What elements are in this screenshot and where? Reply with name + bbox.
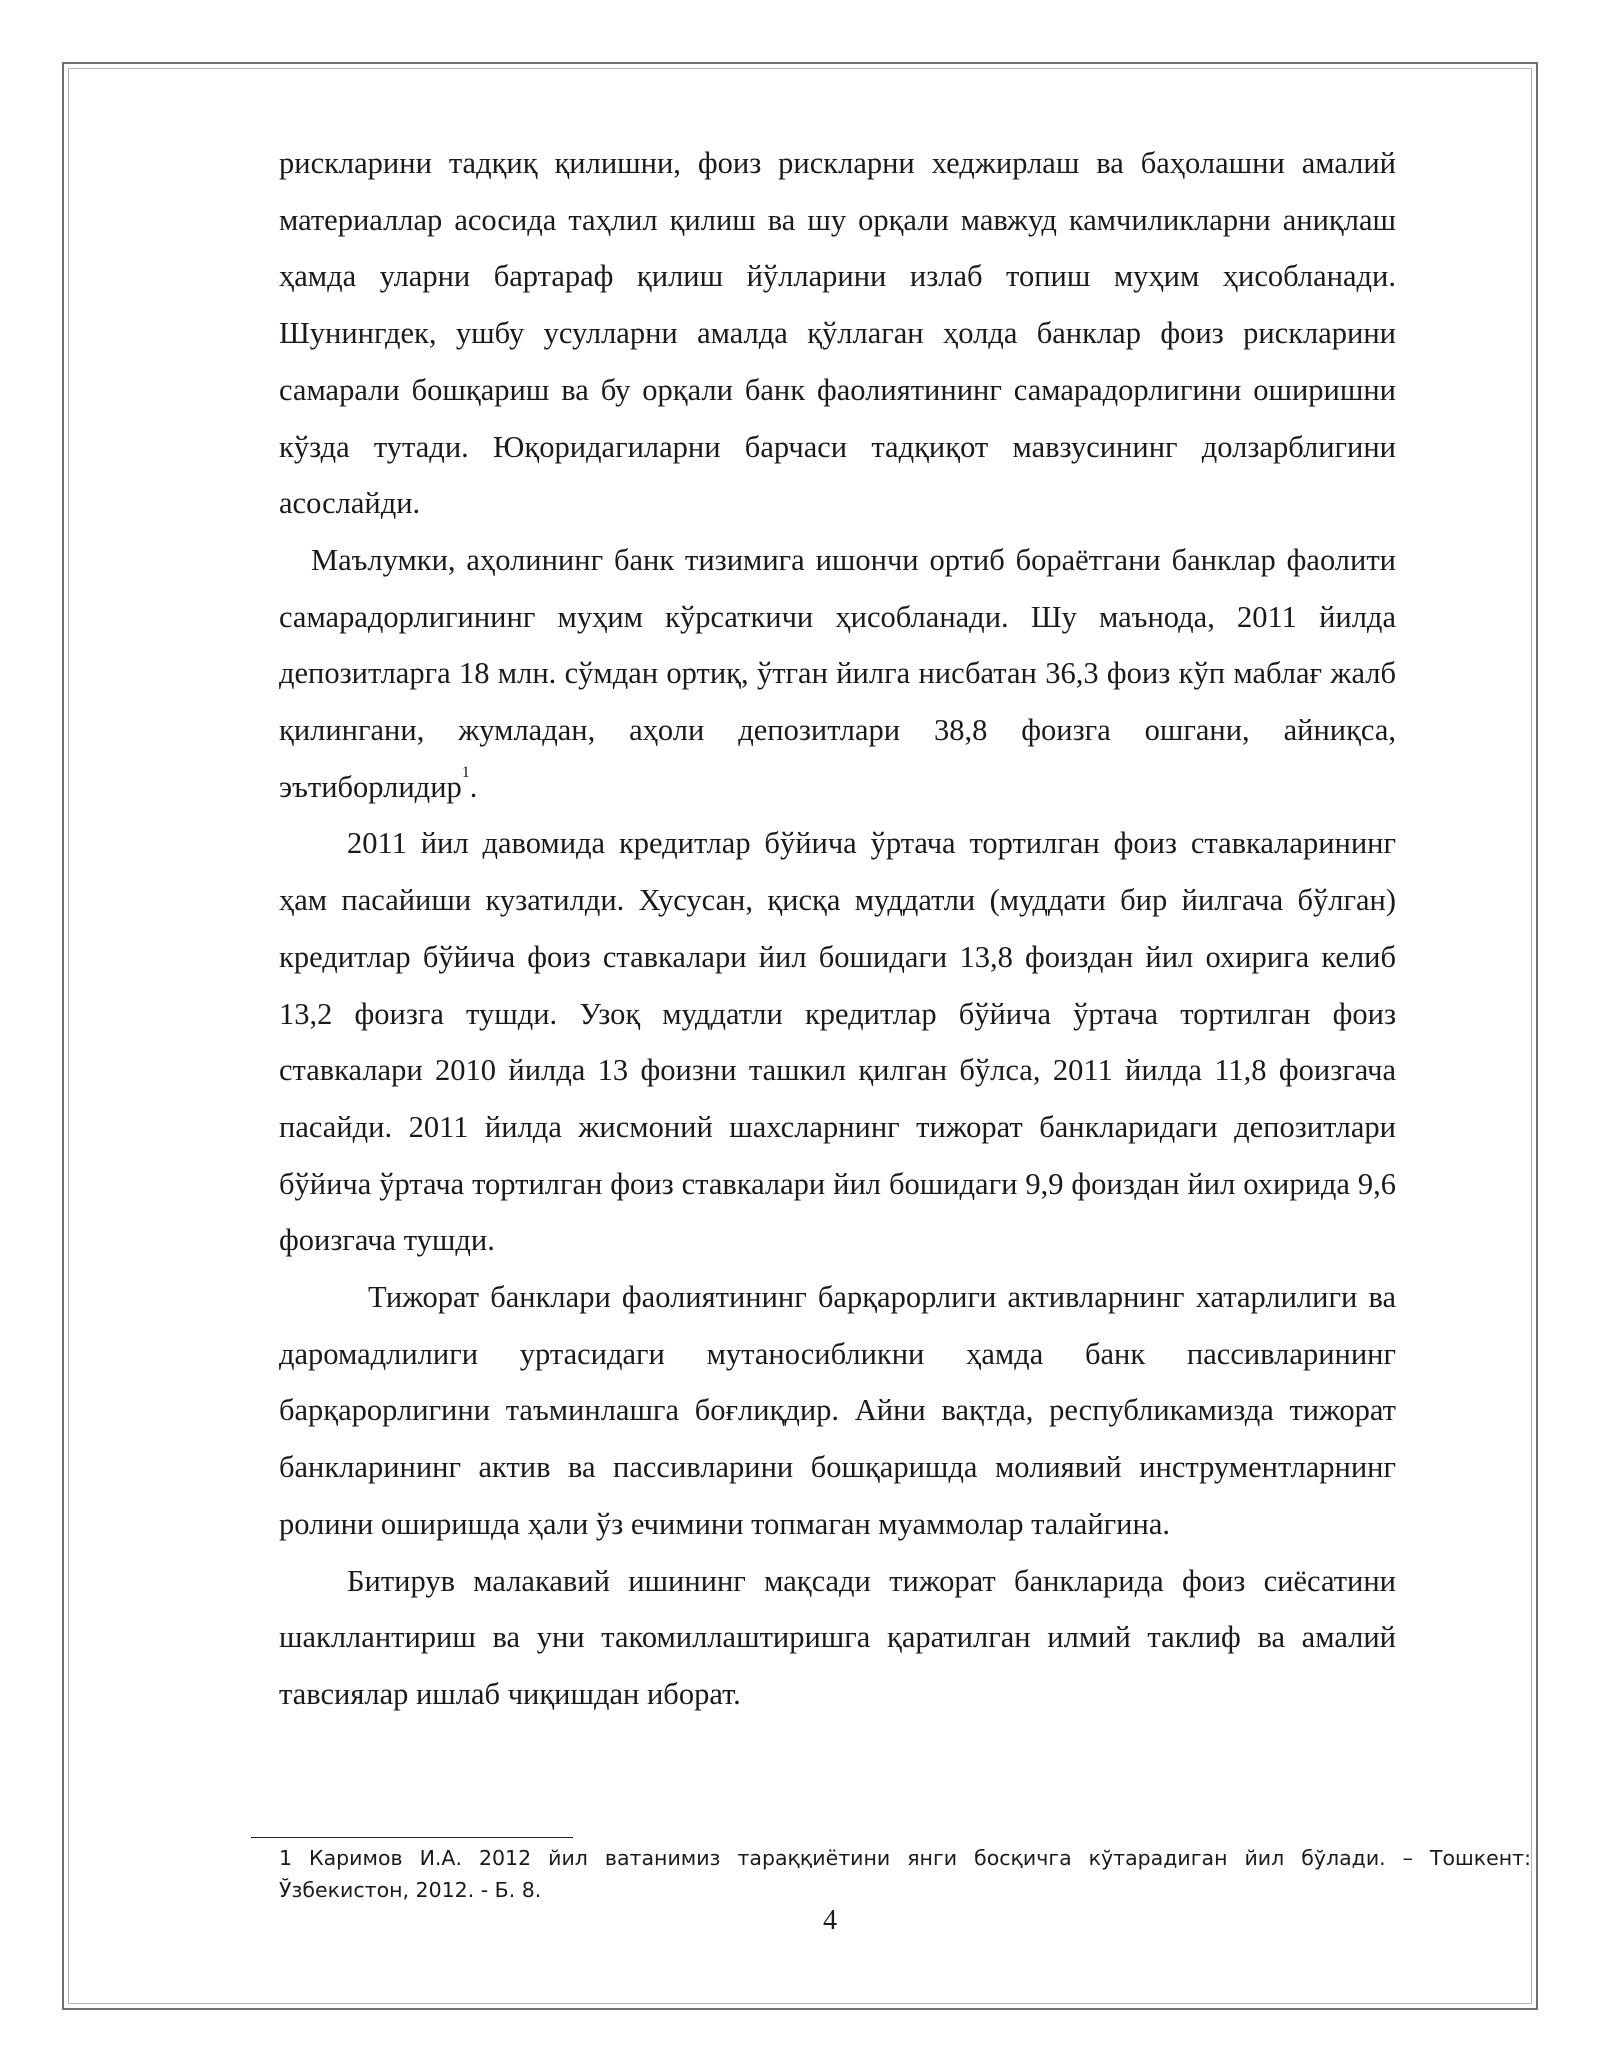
document-body (279, 135, 1396, 1723)
footnote: 1 Каримов И.А. 2012 йил ватанимиз тараққиётини янги босқичга кўтарадиган йил бўлади. – Тошкент: Ўзбекистон, 2012. - Б. 8. (279, 1846, 1531, 1902)
paragraph-5: Битирув малакавий ишининг мақсади тижорат банкларида фоиз сиёсатини шакллантириш ва уни такомиллаштиришга қаратилган илмий таклиф ва амалий тавсиялар ишлаб чиқишдан иборат. (279, 1563, 1396, 1711)
paragraph-4: Тижорат банклари фаолиятининг барқарорлиги активларнинг хатарлилиги ва даромадлилиги уртасидаги мутаносибликни ҳамда банк пассивларининг барқарорлигини таъминлашга боғлиқдир. Айни вақтда, республикамизда тижорат банкларининг актив ва пассивларини бошқаришда молиявий инструментларнинг ролини оширишда ҳали ўз ечимини топмаган муаммолар талайгина. (279, 1280, 1396, 1541)
footnote-reference[interactable]: 1 (461, 763, 470, 781)
paragraph-3: 2011 йил давомида кредитлар бўйича ўртача тортилган фоиз ставкаларининг ҳам пасайиши кузатилди. Хусусан, қисқа муддатли (муддати бир йилгача бўлган) кредитлар бўйича фоиз ставкалари йил бошидаги 13,8 фоиздан йил охирига келиб 13,2 фоизга тушди. Узоқ муддатли кредитлар бўйича ўртача тортилган фоиз ставкалари 2010 йилда 13 фоизни ташкил қилган бўлса, 2011 йилда 11,8 фоизгача пасайди. 2011 йилда жисмоний шахсларнинг тижорат банкларидаги депозитлари бўйича ўртача тортилган фоиз ставкалари йил бошидаги 9,9 фоиздан йил охирида 9,6 фоизгача тушди. (279, 826, 1396, 1258)
footnote-separator (251, 1837, 573, 1838)
page-number: 4 (823, 1905, 837, 1936)
paragraph-1: рискларини тадқиқ қилишни, фоиз рискларни хеджирлаш ва баҳолашни амалий материаллар асосида таҳлил қилиш ва шу орқали мавжуд камчиликларни аниқлаш ҳамда уларни бартараф қилиш йўлларини излаб топиш муҳим ҳисобланади. Шунингдек, ушбу усулларни амалда қўллаган ҳолда банклар фоиз рискларини самарали бошқариш ва бу орқали банк фаолиятининг самарадорлигини оширишни кўзда тутади. Юқоридагиларни барчаси тадқиқот мавзусининг долзарблигини асослайди. (279, 146, 1396, 521)
paragraph-2-end: . (469, 769, 478, 804)
paragraph-2-text: Маълумки, аҳолининг банк тизимига ишончи ортиб бораётгани банклар фаолити самарадорлигининг муҳим кўрсаткичи ҳисобланади. Шу маънода, 2011 йилда депозитларга 18 млн. сўмдан ортиқ, ўтган йилга нисбатан 36,3 фоиз кўп маблағ жалб қилингани, жумладан, аҳоли депозитлари 38,8 фоизга ошгани, айниқса, эътиборлидир (279, 542, 1396, 804)
paragraph-2 (279, 532, 1396, 816)
